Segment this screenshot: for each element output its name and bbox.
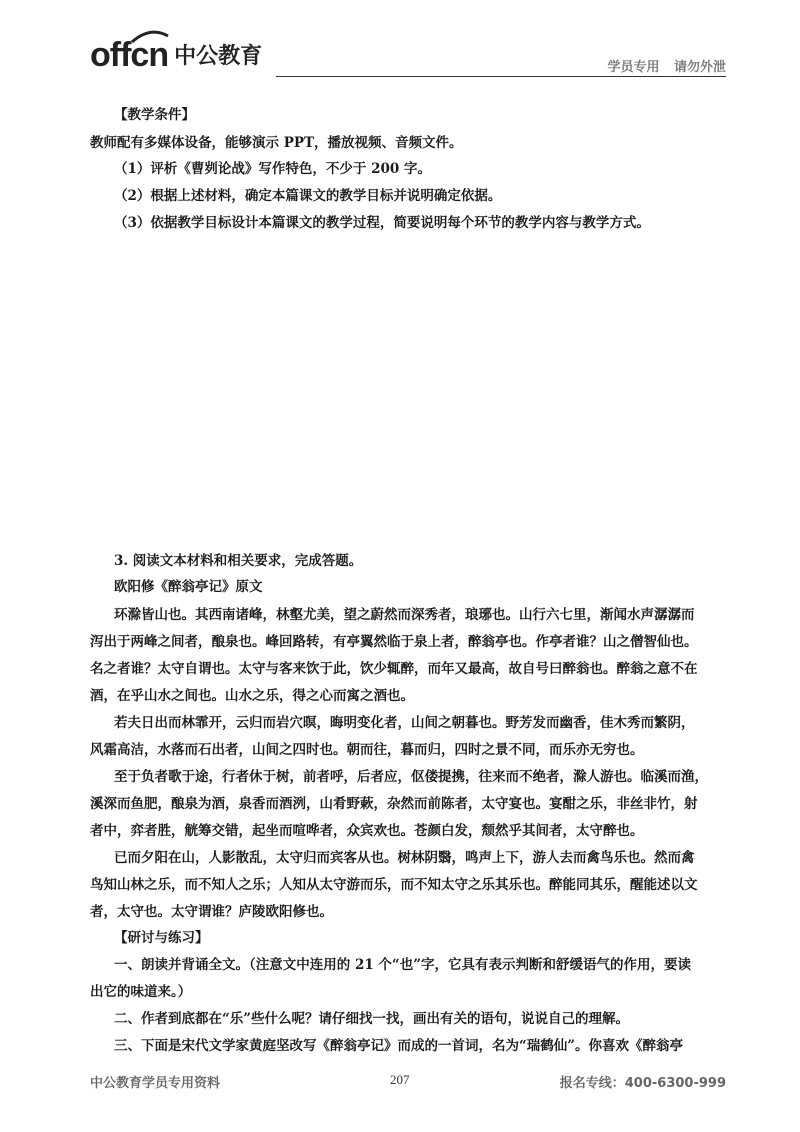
footer-source: 中公教育学员专用资料 (90, 1076, 221, 1091)
paragraph-line: 已而夕阳在山，人影散乱，太守归而宾客从也。树林阴翳，鸣声上下，游人去而禽鸟乐也。然而禽 (114, 850, 695, 866)
paragraph-line: 酒，在乎山水之间也。山水之乐，得之心而寓之酒也。 (90, 688, 414, 704)
paragraph-line: 名之者谁？太守自谓也。太守与客来饮于此，饮少辄醉，而年又最高，故自号曰醉翁也。醉翁之意不在 (90, 661, 698, 677)
logo-text-cn: 中公教育 (174, 44, 263, 69)
paragraph-line: 教师配有多媒体设备，能够演示 PPT，播放视频、音频文件。 (90, 135, 463, 151)
page-footer (90, 1072, 726, 1092)
header-notice: 学员专用 请勿外泄 (607, 60, 726, 75)
question-item: （1）评析《曹刿论战》写作特色，不少于 200 字。 (114, 161, 431, 177)
page-number: 207 (390, 1072, 410, 1087)
question-item: （2）根据上述材料，确定本篇课文的教学目标并说明确定依据。 (114, 188, 502, 204)
paragraph-line: 鸟知山林之乐，而不知人之乐；人知从太守游而乐，而不知太守之乐其乐也。醉能同其乐，醒能述以文 (90, 877, 698, 893)
question-heading: 3. 阅读文本材料和相关要求，完成答题。 (114, 553, 363, 569)
exercise-item: 二、作者到底都在“乐”些什么呢？请仔细找一找，画出有关的语句，说说自己的理解。 (114, 1011, 630, 1027)
offcn-logo (90, 38, 262, 72)
paragraph-line: 溪深而鱼肥，酿泉为酒，泉香而酒洌，山肴野蔌，杂然而前陈者，太守宴也。宴酣之乐，非丝非竹，射 (90, 796, 698, 812)
paragraph-line: 环滁皆山也。其西南诸峰，林壑尤美，望之蔚然而深秀者，琅琊也。山行六七里，渐闻水声潺潺而 (114, 607, 695, 623)
exercise-item: 一、朗读并背诵全文。（注意文中连用的 21 个“也”字，它具有表示判断和舒缓语气的作用，要读 (114, 957, 691, 973)
page-header (90, 38, 726, 82)
paragraph-line: 至于负者歌于途，行者休于树，前者呼，后者应，伛偻提携，往来而不绝者，滁人游也。临溪而渔， (114, 769, 708, 785)
paragraph-line: 者，太守也。太守谓谁？庐陵欧阳修也。 (90, 904, 333, 920)
question-item: （3）依据教学目标设计本篇课文的教学过程，简要说明每个环节的教学内容与教学方式。 (114, 215, 650, 231)
header-divider (276, 76, 726, 77)
exercise-item: 出它的味道来。） (90, 984, 192, 1000)
exercise-item: 三、下面是宋代文学家黄庭坚改写《醉翁亭记》而成的一首词，名为“瑞鹤仙”。你喜欢《醉翁亭 (114, 1038, 684, 1054)
section-title: 【教学条件】 (114, 107, 195, 123)
paragraph-line: 若夫日出而林霏开，云归而岩穴暝，晦明变化者，山间之朝暮也。野芳发而幽香，佳木秀而繁阴， (114, 715, 695, 731)
logo-text-en: offcn (90, 36, 169, 74)
paragraph-line: 泻出于两峰之间者，酿泉也。峰回路转，有亭翼然临于泉上者，醉翁亭也。作亭者谁？山之僧智仙也。 (90, 634, 698, 650)
footer-hotline: 报名专线：400-6300-999 (559, 1076, 726, 1091)
paragraph-line: 风霜高洁，水落而石出者，山间之四时也。朝而往，暮而归，四时之景不同，而乐亦无穷也。 (90, 742, 644, 758)
paragraph-line: 者中，弈者胜，觥筹交错，起坐而喧哗者，众宾欢也。苍颜白发，颓然乎其间者，太守醉也。 (90, 823, 644, 839)
section-title: 【研讨与练习】 (114, 930, 209, 946)
text-subtitle: 欧阳修《醉翁亭记》原文 (114, 579, 263, 595)
